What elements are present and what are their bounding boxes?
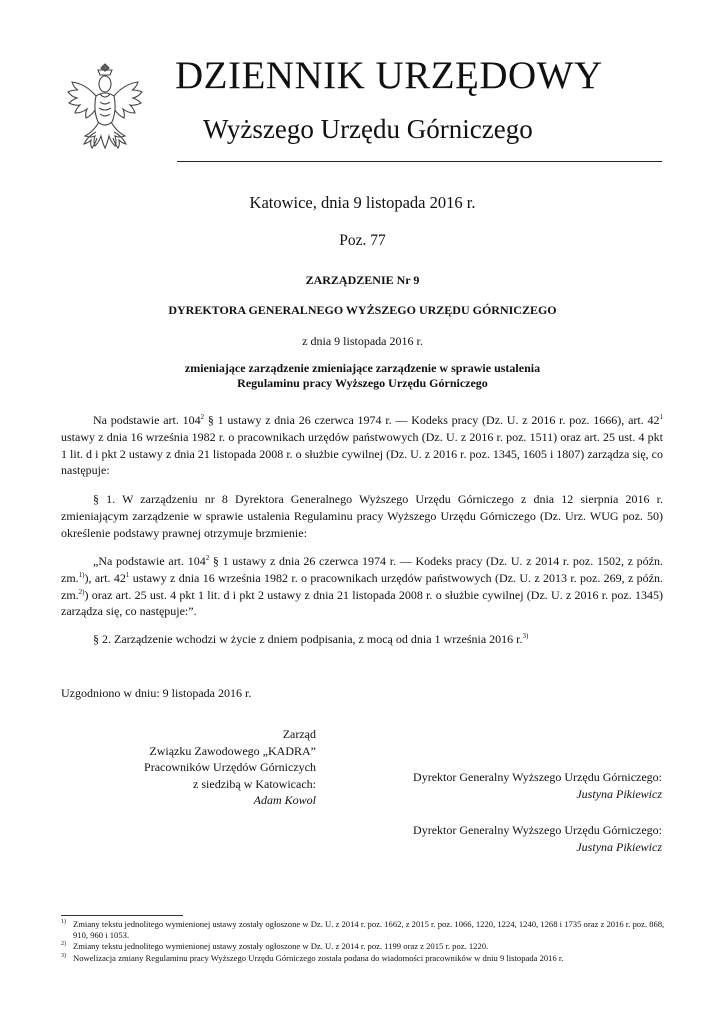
act-date: z dnia 9 listopada 2016 r. <box>302 334 423 348</box>
section-1-paragraph: § 1. W zarządzeniu nr 8 Dyrektora Generalnego Wyższego Urzędu Górniczego z dnia 12 sierpnia 2016 r. zmieniającym zarządzenie w sprawie ustalenia Regulaminu pracy Wyższego Urzędu Górniczego (Dz. Urz. WUG poz. 50) określenie podstawy prawnej otrzymuje brzmienie: <box>61 492 663 540</box>
act-author: DYREKTORA GENERALNEGO WYŻSZEGO URZĘDU GÓRNICZEGO <box>168 303 557 317</box>
director-signature-block <box>360 769 662 802</box>
director-signatory: Justyna Pikiewicz <box>576 839 662 854</box>
section-2-paragraph: § 2. Zarządzenie wchodzi w życie z dniem podpisania, z mocą od dnia 1 września 2016 r.$^{3)}$ <box>93 632 529 646</box>
act-subject <box>160 361 565 391</box>
footnote-text: Zmiany tekstu jednolitego wymienionej ustawy zostały ogłoszone w Dz. U. z 2014 r. poz. 1662, z 2015 r. poz. 1066, 1220, 1224, 1240, 1268 i 1735 oraz z 2016 r. poz. 868, 910, 960 i 1053. <box>73 919 665 941</box>
masthead-divider <box>177 161 662 162</box>
footnote <box>61 919 665 941</box>
journal-title: DZIENNIK URZĘDOWY <box>175 54 603 97</box>
union-signature-block <box>90 726 316 809</box>
footnote-mark: 1) <box>61 919 66 925</box>
director-signature-block <box>360 822 662 855</box>
act-subject-line-1: zmieniające zarządzenie zmieniające zarządzenie w sprawie ustalenia <box>184 361 541 375</box>
quoted-legal-basis-paragraph: „Na podstawie art. $104^2$ § 1 ustawy z dnia 26 czerwca 1974 r. — Kodeks pracy (Dz. U. z 2014 r. poz. 1502, z późn. zm.$^{1)}$), art. $42^1$ ustawy z dnia 16 września 1982 r. o pracownikach urzędów państwowych (Dz. U. z 2013 r. poz. 269, z późn. zm.$^{2)}$) oraz art. 25 ust. 4 pkt 1 lit. d i pkt 2 ustawy z dnia 21 listopada 2008 r. o służbie cywilnej (Dz. U. z 2016 r. poz. 1345) zarządza się, co następuje:”. <box>61 554 664 619</box>
footnote-divider <box>61 915 183 916</box>
union-line-4: z siedzibą w Katowicach: <box>193 776 316 791</box>
act-title: ZARZĄDZENIE Nr 9 <box>305 273 420 287</box>
union-line-1: Zarząd <box>282 727 316 741</box>
union-line-2: Związku Zawodowego „KADRA” <box>149 743 316 758</box>
union-signatory: Adam Kowol <box>253 793 316 808</box>
union-line-3: Pracowników Urzędów Górniczych <box>144 760 316 775</box>
footnote <box>61 941 665 952</box>
position-number: Poz. 77 <box>339 232 386 249</box>
director-signatory: Justyna Pikiewicz <box>576 786 662 801</box>
footnotes <box>61 919 665 964</box>
footnote-mark: 3) <box>61 952 66 959</box>
place-date: Katowice, dnia 9 listopada 2016 r. <box>249 193 476 212</box>
footnote-text: Zmiany tekstu jednolitego wymienionej ustawy zostały ogłoszone w Dz. U. z 2014 r. poz. 1199 oraz z 2015 r. poz. 1220. <box>73 941 489 952</box>
act-subject-line-2: Regulaminu pracy Wyższego Urzędu Górniczego <box>237 376 488 390</box>
footnote-text: Nowelizacja zmiany Regulaminu pracy Wyższego Urzędu Górniczego została podana do wiadomości pracowników w dniu 9 listopada 2016 r. <box>73 952 564 963</box>
agreement-note: Uzgodniono w dniu: 9 listopada 2016 r. <box>61 686 252 700</box>
footnote-mark: 2) <box>61 941 66 948</box>
legal-basis-paragraph: Na podstawie art. $104^2$ § 1 ustawy z dnia 26 czerwca 1974 r. — Kodeks pracy (Dz. U. z 2016 r. poz. 1666), art. $42^1$ ustawy z dnia 16 września 1982 r. o pracownikach urzędów państwowych (Dz. U. z 2016 r. poz. 1511) oraz art. 25 ust. 4 pkt 1 lit. d i pkt 2 ustawy z dnia 21 listopada 2008 r. o służbie cywilnej (Dz. U. z 2016 r. poz. 1345, 1605 i 1807) zarządza się, co następuje: <box>61 413 663 478</box>
footnote <box>61 953 665 964</box>
polish-eagle-emblem-icon <box>62 58 148 158</box>
journal-subtitle: Wyższego Urzędu Górniczego <box>203 114 533 144</box>
director-role: Dyrektor Generalny Wyższego Urzędu Górniczego: <box>413 823 662 837</box>
director-role: Dyrektor Generalny Wyższego Urzędu Górniczego: <box>413 770 662 784</box>
